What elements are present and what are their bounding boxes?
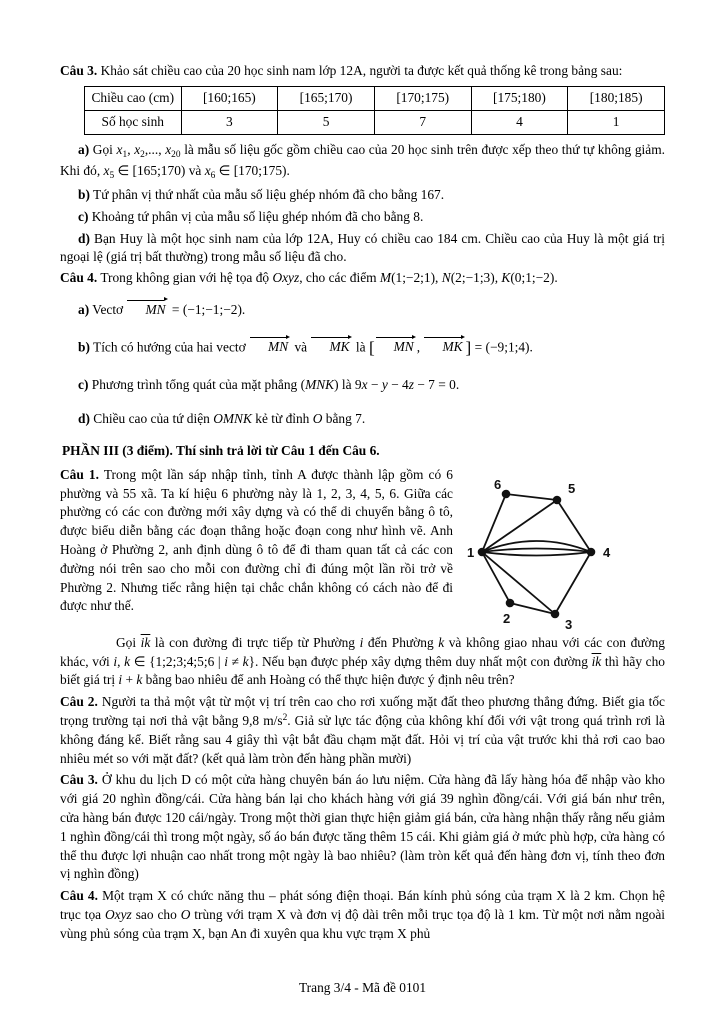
text-segment: là mẫu số liệu gốc gồm chiều cao của 20 học sinh trên được xếp theo thứ tự không giảm. Khi đó, [60, 141, 665, 178]
text-segment: MK [424, 339, 462, 354]
graph-edge [506, 494, 557, 500]
text-segment: là con đường đi trực tiếp từ Phường [150, 634, 360, 650]
q3-frequency-table [84, 86, 665, 135]
text-segment: (0;1;−2). [510, 270, 558, 286]
text-segment: Oxyz [105, 906, 132, 922]
text-segment: + [122, 672, 137, 688]
table-cell: 5 [278, 110, 375, 134]
text-segment: 1 [122, 149, 128, 160]
text-segment: [ [368, 337, 375, 357]
text-segment: Ở khu du lịch D có một cửa hàng chuyên bán áo lưu niệm. Cửa hàng đã lấy hàng hóa để nhập vào kho với giá 20 nghìn đồng/cái. Cửa hàng bán lại cho khách hàng với giá 39 nghìn đồng/cái. Với giá bán như trên, cửa hàng bán được 120 cái/ngày. Trong một thời gian thực hiện giảm giá bán, cửa hàng nhận thấy rằng nếu giảm 1 nghìn đồng/cái thì trong một ngày, số áo bán được tăng thêm 15 cái. Khi giảm giá ở mức phù hợp, cửa hàng có thể thu được lợi nhuận cao nhất trong một ngày là bao nhiêu? (làm tròn kết quả đến hàng đơn vị, tính theo đơn vị nghìn đồng) [60, 772, 665, 882]
graph-multi-edge [482, 548, 591, 552]
text-segment: $\overline{ik}$ [140, 634, 151, 650]
text-segment: 2 [282, 712, 288, 723]
q1-graph-figure [454, 468, 664, 632]
text-segment: ,..., [144, 141, 166, 157]
text-segment: ∈ {1;2;3;4;5;6 | [130, 653, 225, 669]
text-segment: i [113, 653, 118, 669]
p3-q1-block [60, 466, 665, 632]
text-segment: d) [78, 411, 90, 427]
text-segment: , [117, 653, 125, 669]
text-segment: , cho các điểm [299, 270, 380, 286]
text-segment: x [134, 141, 141, 157]
graph-node-dot [506, 599, 515, 608]
text-segment: Câu 3. [60, 63, 98, 78]
text-segment: O [312, 411, 323, 427]
text-segment: i [224, 653, 228, 669]
graph-node-dot [551, 610, 560, 619]
text-segment: k [136, 672, 143, 688]
text-segment: MN [376, 339, 414, 354]
graph-node-label: 5 [568, 480, 576, 496]
q4-option-c [60, 376, 665, 395]
text-segment: = (−9;1;4). [471, 339, 533, 355]
table-cell: 7 [374, 110, 471, 134]
text-segment: Trong không gian với hệ tọa độ [97, 270, 273, 286]
text-segment: , [127, 141, 135, 157]
text-segment: 2 [140, 149, 145, 160]
text-segment: b) [78, 339, 90, 355]
text-segment: Vectơ [89, 301, 127, 317]
text-segment: Một trạm X có chức năng thu – phát sóng điện thoại. Bán kính phủ sóng của trạm X là 2 km. Chọn hệ trục tọa [60, 888, 665, 922]
q4-option-a [60, 299, 665, 320]
table-row [85, 86, 665, 110]
text-segment: Phương trình tổng quát của mặt phẳng ( [88, 376, 306, 392]
table-cell: [170;175) [374, 86, 471, 110]
q3-statement [60, 62, 665, 81]
part3-heading [62, 442, 665, 461]
graph-edge [555, 552, 591, 614]
text-segment: Trong một lần sáp nhập tỉnh, tỉnh A được thành lập gồm có 6 phường và 55 xã. Ta kí hiệu 6 phường này là 1, 2, 3, 4, 5, 6. Giữa các phường có các con đường mới xây dựng và có thể di chuyển bằng ô tô, được biểu diễn bằng các đoạn thẳng hoặc đoạn cong như hình vẽ. Anh Hoàng ở Phường 2, anh định dùng ô tô để đi tham quan tất cả các con đường nói trên sao cho mỗi con đường chỉ đi đúng một lần rồi trở về Phường 2. Nhưng tiếc rằng hiện tại chắc chắn không có cách nào để đi được như thế. [60, 466, 453, 614]
table-cell: Số học sinh [85, 110, 182, 134]
q3-option-a [60, 141, 665, 183]
p3-q2-statement [60, 693, 665, 768]
q3-option-d [60, 230, 665, 268]
text-segment: trùng với trạm X và đơn vị độ dài trên mỗi trục tọa độ là 1 km. Từ một nơi nằm ngoài vùng phủ sóng của trạm X, bạn An đi xuyên qua khu vực trạm X phủ [60, 906, 665, 941]
text-segment: c) [78, 376, 89, 392]
text-segment: và [291, 339, 311, 355]
graph-node-label: 6 [494, 476, 502, 492]
text-segment: k [438, 634, 445, 650]
text-segment: ∈ [170;175). [215, 162, 290, 178]
text-segment: ∈ [165;170) và [114, 162, 205, 178]
text-segment: (1;−2;1), [391, 270, 442, 286]
graph-node-dot [587, 548, 596, 557]
q3-option-c [60, 208, 665, 227]
graph-node-label: 1 [467, 544, 475, 560]
text-segment: }. Nếu bạn được phép xây dựng thêm duy nhất một con đường [248, 653, 592, 669]
p3-q4-statement [60, 887, 665, 943]
text-segment: d) [78, 230, 90, 246]
text-segment: i [118, 672, 123, 688]
text-segment: i [359, 634, 364, 650]
text-segment: MNK [305, 376, 335, 392]
text-segment: . Giả sử lực tác động của không khí đối với vật trong quá trình rơi là không đáng kể. Biết rằng sau 4 giây thì vật bắt đầu chạm mặt đất. Hỏi vị trí của vật trước khi thả rơi cao bao nhiêu mét so với mặt đất? (kết quả làm tròn đến hàng phần mười) [60, 713, 665, 766]
text-segment: Câu 4. [60, 888, 98, 904]
text-segment: = (−1;−1;−2). [168, 301, 246, 317]
p3-q1-continuation [60, 634, 665, 690]
text-segment: N [441, 270, 451, 286]
text-segment: a) [78, 301, 90, 317]
table-cell: 1 [568, 110, 665, 134]
q4-option-b [60, 336, 665, 360]
text-segment: (2;−1;3), [450, 270, 502, 286]
text-segment: Câu 4. [60, 270, 98, 286]
text-segment: z [408, 376, 414, 392]
text-segment: − [367, 376, 382, 392]
text-segment: x [204, 162, 211, 178]
text-segment: 5 [109, 170, 115, 181]
text-segment: MK [311, 339, 349, 354]
text-segment: là [352, 339, 369, 355]
text-segment: a) [78, 141, 90, 157]
text-segment: kẻ từ đỉnh [251, 411, 313, 427]
text-segment: MN [250, 339, 288, 354]
table-cell: 4 [471, 110, 568, 134]
text-segment: Khoảng tứ phân vị của mẫu số liệu ghép nhóm đã cho bằng 8. [88, 208, 424, 224]
text-segment: O [180, 906, 191, 922]
text-segment: Tích có hướng của hai vectơ [89, 339, 250, 355]
text-segment: M [379, 270, 392, 286]
text-segment: − 7 = 0. [413, 376, 460, 392]
graph-node-label: 2 [503, 610, 511, 626]
text-segment: Câu 1. [60, 466, 99, 482]
text-segment: thì hãy cho biết giá trị [60, 653, 665, 688]
text-segment: y [381, 376, 388, 392]
text-segment: Gọi [116, 634, 141, 650]
text-segment: MN [127, 302, 165, 317]
text-segment: Khảo sát chiều cao của 20 học sinh nam lớp 12A, người ta được kết quả thống kê trong bảng sau: [97, 63, 623, 78]
text-segment: $\overline{ik}$ [591, 653, 602, 669]
text-segment: ] [465, 337, 472, 357]
text-segment: Gọi [89, 141, 117, 157]
text-segment: 20 [171, 149, 181, 160]
q4-option-d [60, 410, 665, 429]
table-cell: [165;170) [278, 86, 375, 110]
text-segment: Câu 2. [60, 694, 98, 710]
text-segment: PHẦN III (3 điểm). Thí sinh trả lời từ Câu 1 đến Câu 6. [62, 443, 380, 459]
text-segment: và không giao nhau với các con đường khác, với [60, 634, 665, 669]
page-footer: Trang 3/4 - Mã đề 0101 [298, 980, 427, 996]
text-segment: b) [78, 187, 90, 203]
text-segment: Câu 3. [60, 772, 98, 788]
table-cell: 3 [181, 110, 278, 134]
graph-node-dot [478, 548, 487, 557]
text-segment: Chiều cao của tứ diện [89, 411, 214, 427]
q3-option-b [60, 186, 665, 205]
p3-q1-figure [453, 466, 665, 632]
table-cell: [160;165) [181, 86, 278, 110]
text-segment: x [103, 162, 110, 178]
text-segment: bằng 7. [322, 411, 366, 427]
text-segment: ) là 9 [334, 376, 362, 392]
table-cell: [180;185) [568, 86, 665, 110]
text-segment: c) [78, 208, 89, 224]
table-cell: [175;180) [471, 86, 568, 110]
text-segment: sao cho [131, 906, 181, 922]
p3-q1-statement [60, 466, 453, 616]
graph-multi-edge [482, 552, 591, 556]
table-row [85, 110, 665, 134]
text-segment: x [116, 141, 123, 157]
text-segment: Oxyz [272, 270, 300, 286]
p3-q3-statement [60, 771, 665, 884]
text-segment: Người ta thả một vật từ một vị trí trên cao cho rơi xuống mặt đất theo phương thẳng đứng. Biết gia tốc trọng trường tại nơi thả vật bằng 9,8 m/s [60, 694, 665, 729]
text-segment: − 4 [387, 376, 409, 392]
text-segment: đến Phường [363, 634, 439, 650]
q4-statement [60, 269, 665, 288]
table-cell: Chiều cao (cm) [85, 86, 182, 110]
text-segment: k [124, 653, 131, 669]
text-segment: x [165, 141, 172, 157]
graph-node-dot [553, 496, 562, 505]
text-segment: bằng bao nhiêu để anh Hoàng có thể thực hiện được ý định nêu trên? [142, 672, 515, 688]
text-segment: ≠ [227, 653, 243, 669]
text-segment: , [416, 339, 424, 355]
text-segment: Bạn Huy là một học sinh nam của lớp 12A, Huy có chiều cao 184 cm. Chiều cao của Huy là một giá trị ngoại lệ (giá trị bất thường) trong mẫu số liệu đã cho. [60, 230, 665, 265]
text-segment: K [501, 270, 511, 286]
graph-node-dot [502, 490, 511, 499]
text-segment: x [361, 376, 368, 392]
graph-node-label: 3 [565, 616, 573, 632]
text-segment: Tứ phân vị thứ nhất của mẫu số liệu ghép nhóm đã cho bằng 167. [89, 187, 445, 203]
text-segment: 6 [210, 170, 216, 181]
text-segment: k [242, 653, 249, 669]
graph-edge [482, 552, 510, 603]
graph-node-label: 4 [603, 544, 611, 560]
text-segment: OMNK [213, 411, 252, 427]
